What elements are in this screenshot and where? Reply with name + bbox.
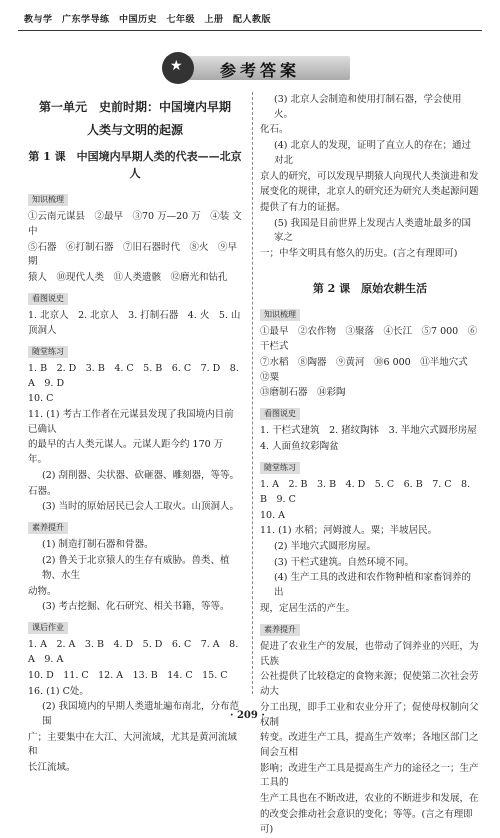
answer-line: 现，定居生活的产生。 xyxy=(260,602,356,614)
page-header: 教与学 广东学导练 中国历史 七年级 上册 配人教版 xyxy=(24,15,272,25)
lesson-2-title: 第 2 课 原始农耕生活 xyxy=(312,281,428,295)
answer-line: (4) 生产工具的改进和农作物种植和家畜饲养的出 xyxy=(274,572,471,599)
header-rule xyxy=(18,30,482,31)
answer-line: (4) 北京人的发现，证明了直立人的存在；通过对北 xyxy=(274,140,471,166)
unit-title xyxy=(28,96,242,142)
answer-line: 1. A 2. A 3. B 4. D 5. D 6. C 7. A 8. A 9. A xyxy=(28,639,239,666)
answer-line: (2) 刮削器、尖状器、砍砸器、雕刻器，等等。 xyxy=(42,469,239,481)
answer-line: 一；中华文明具有悠久的历史。(言之有理即可) xyxy=(260,248,458,260)
star-icon: ★ xyxy=(170,58,183,74)
answer-line: 化石。 xyxy=(260,124,289,136)
answer-line: 展变化的规律，北京人的研究还为研究人类起源问题 xyxy=(260,186,479,198)
answer-line: ①云南元谋县 ②最早 ③70 万—20 万 ④装 文 中 xyxy=(28,211,242,237)
answer-line: 长江流域。 xyxy=(28,762,76,774)
answer-line: 石器。 xyxy=(28,485,57,497)
answer-line: 提供了有力的证据。 xyxy=(260,202,346,214)
answer-line: (3) 干栏式建筑。自然环境不同。 xyxy=(274,556,414,568)
answer-line: 10. A xyxy=(260,509,285,521)
section-tag: 知识梳理 xyxy=(260,309,300,321)
answer-line: (5) 我国是目前世界上发现古人类遗址最多的国家之 xyxy=(274,217,471,244)
section-tag: 随堂练习 xyxy=(28,346,68,358)
answer-line: 10. C xyxy=(28,393,54,405)
answer-line: 影响；改进生产工具是提高生产力的途径之一；生产工具的 xyxy=(260,762,479,789)
banner-title: 参考答案 xyxy=(220,61,301,80)
answer-line: ⑬磨制石器 ⑭彩陶 xyxy=(260,387,346,399)
section-tag: 看图说史 xyxy=(28,293,68,305)
lesson-1-continued xyxy=(260,93,480,262)
answer-line: 广；主要集中在大江、大河流域，尤其是黄河流域和 xyxy=(28,731,238,758)
answer-line: 4. 人面鱼纹彩陶盆 xyxy=(260,441,339,453)
section-tag: 素养提升 xyxy=(28,522,68,534)
section-tag: 看图说史 xyxy=(260,408,300,420)
answer-line: 1. A 2. B 3. B 4. D 5. C 6. B 7. C 8. B 9. C xyxy=(260,479,471,505)
answer-line: (3) 北京人会制造和使用打制石器，学会使用火。 xyxy=(274,94,462,120)
answer-line: 的最早的古人类元谋人。元谋人距今约 170 万年。 xyxy=(28,439,224,466)
answer-line: 11. (1) 水稻；河姆渡人。粟；半坡居民。 xyxy=(260,525,438,537)
page-number: · 209 · xyxy=(230,710,265,721)
lesson-1-title: 第 1 课 中国境内早期人类的代表——北京人 xyxy=(28,149,242,180)
answer-line: 猿人 ⑩现代人类 ⑪人类遗骸 ⑫磨光和钻孔 xyxy=(28,271,228,283)
answer-line: 16. (1) C处。 xyxy=(28,685,89,697)
section-tag: 知识梳理 xyxy=(28,194,68,206)
answer-line: 分工出现，即手工业和农业分开了；促使母权制向父权制 xyxy=(260,701,479,728)
lesson-1-body xyxy=(28,188,242,776)
answer-line: 促进了农业生产的发展，也带动了饲养业的兴旺，为氏族 xyxy=(260,641,479,667)
right-column xyxy=(260,92,480,838)
answer-line: ⑦水稻 ⑧陶器 ⑨黄河 ⑩6 000 ⑪半地穴式 ⑫粟 xyxy=(260,356,478,383)
column-divider xyxy=(252,92,253,694)
answer-line: (2) 鲁关于北京猿人的生存有威胁。兽类、植物、水生 xyxy=(42,555,230,581)
answer-line: 1. B 2. D 3. B 4. C 5. B 6. C 7. D 8. A 9. D xyxy=(28,362,239,389)
answers-banner xyxy=(150,52,360,82)
left-column xyxy=(28,92,242,777)
answer-line: 的改变会推动社会意识的变化；等等。(言之有理即可) xyxy=(260,808,473,835)
answer-line: 生产工具也在不断改进，农业的不断进步和发展，在 xyxy=(260,793,479,805)
section-tag: 随堂练习 xyxy=(260,462,300,474)
answer-line: 1. 干栏式建筑 2. 猪纹陶钵 3. 半地穴式圆形房屋 xyxy=(260,425,477,437)
answer-line: (2) 我国境内的早期人类遗址遍布南北，分布范围 xyxy=(42,701,239,728)
answer-line: 动物。 xyxy=(28,585,57,597)
answer-line: ①最早 ②农作物 ③聚落 ④长江 ⑤7 000 ⑥干栏式 xyxy=(260,326,478,353)
answer-line: 11. (1) 考古工作者在元谋县发现了我国境内目前已确认 xyxy=(28,409,234,435)
answer-line: 京人的研究，可以发现早期猿人向现代人类演进和发 xyxy=(260,170,479,182)
answer-line: (3) 考古挖掘、化石研究、相关书籍，等等。 xyxy=(42,601,230,613)
lesson-2-body xyxy=(260,303,480,837)
answer-line: (3) 当时的原始居民已会人工取火。山顶洞人。 xyxy=(42,501,239,513)
answer-line: 1. 北京人 2. 北京人 3. 打制石器 4. 火 5. 山顶洞人 xyxy=(28,310,241,336)
unit-title-line: 人类与文明的起源 xyxy=(86,122,183,137)
answer-line: ⑤石器 ⑥打制石器 ⑦旧石器时代 ⑧火 ⑨早期 xyxy=(28,241,238,268)
answer-line: 转变。改进生产工具，提高生产效率；各地区部门之间会互相 xyxy=(260,732,479,759)
answer-line: (1) 制造打制石器和骨器。 xyxy=(42,539,154,551)
answer-line: 公社提供了比较稳定的食物来源；促使第二次社会劳动大 xyxy=(260,671,479,698)
answer-line: 10. D 11. C 12. A 13. B 14. C 15. C xyxy=(28,669,228,681)
answer-line: (2) 半地穴式圆形房屋。 xyxy=(274,541,376,553)
section-tag: 素养提升 xyxy=(260,624,300,636)
unit-title-line: 第一单元 史前时期：中国境内早期 xyxy=(38,100,231,114)
section-tag: 课后作业 xyxy=(28,622,68,634)
